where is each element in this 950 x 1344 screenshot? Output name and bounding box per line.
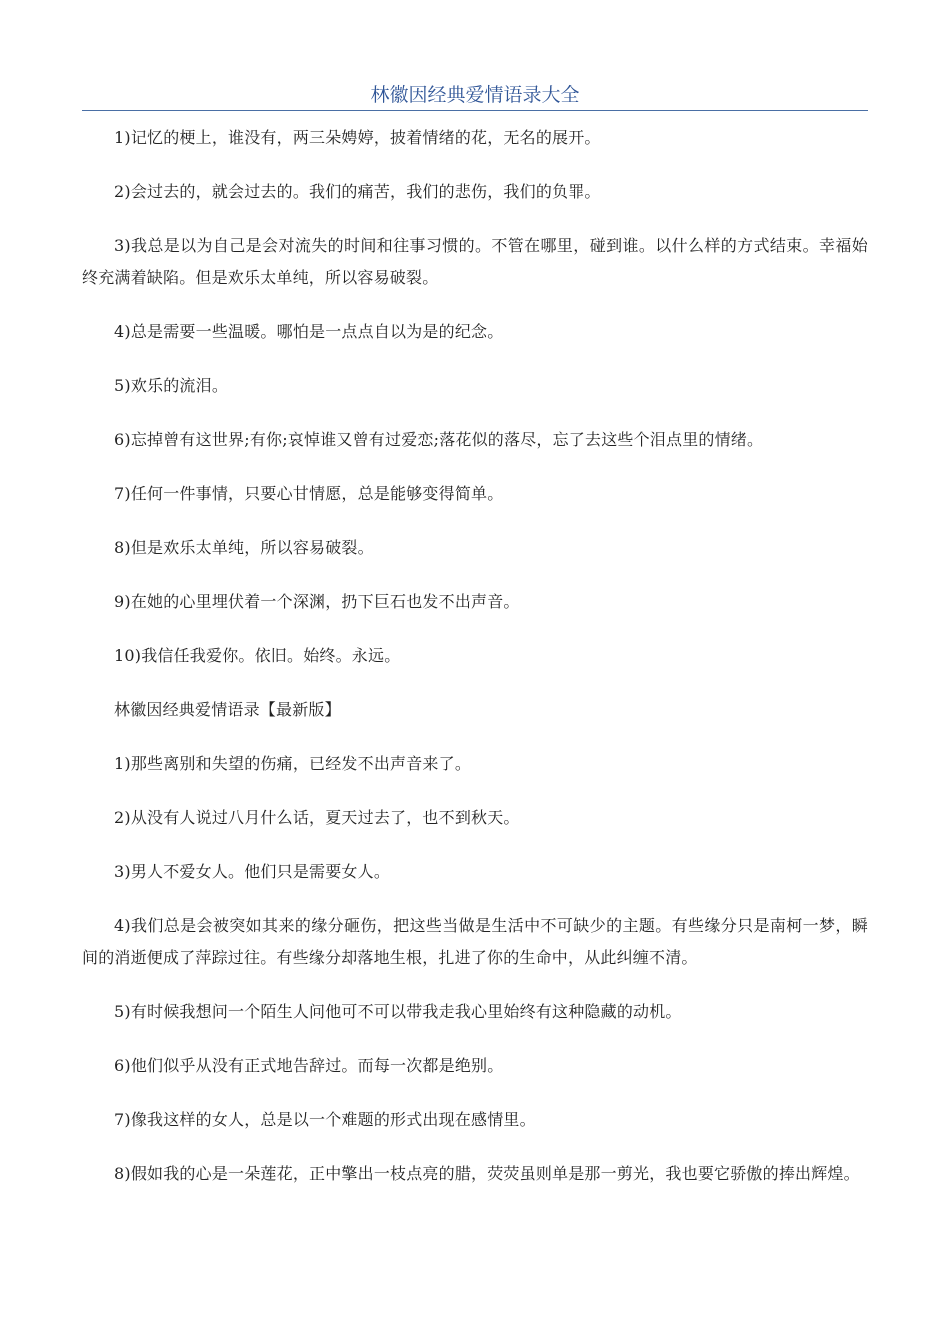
paragraph: 4)我们总是会被突如其来的缘分砸伤，把这些当做是生活中不可缺少的主题。有些缘分只是南柯一梦，瞬间的消逝便成了萍踪过往。有些缘分却落地生根，扎进了你的生命中，从此纠缠不清。 [82,916,868,967]
paragraph: 8)但是欢乐太单纯，所以容易破裂。 [114,538,374,557]
paragraph: 9)在她的心里埋伏着一个深渊，扔下巨石也发不出声音。 [114,592,520,611]
document-title: 林徽因经典爱情语录大全 [370,84,580,106]
paragraph: 10)我信任我爱你。依旧。始终。永远。 [114,646,401,665]
paragraph: 5)欢乐的流泪。 [114,376,229,395]
paragraph: 7)任何一件事情，只要心甘情愿，总是能够变得简单。 [114,484,504,503]
section-heading: 林徽因经典爱情语录【最新版】 [114,700,341,719]
paragraph: 1)那些离别和失望的伤痛，已经发不出声音来了。 [114,754,472,773]
paragraph: 6)忘掉曾有这世界;有你;哀悼谁又曾有过爱恋;落花似的落尽，忘了去这些个泪点里的情绪。 [114,430,764,449]
document-body [82,122,868,1212]
paragraph: 4)总是需要一些温暖。哪怕是一点点自以为是的纪念。 [114,322,504,341]
paragraph: 2)会过去的，就会过去的。我们的痛苦，我们的悲伤，我们的负罪。 [114,182,601,201]
paragraph: 3)我总是以为自己是会对流失的时间和往事习惯的。不管在哪里，碰到谁。以什么样的方式结束。幸福始终充满着缺陷。但是欢乐太单纯，所以容易破裂。 [82,236,868,287]
paragraph: 3)男人不爱女人。他们只是需要女人。 [114,862,391,881]
document-header [82,82,868,111]
paragraph: 8)假如我的心是一朵莲花，正中擎出一枝点亮的腊，荧荧虽则单是那一剪光，我也要它骄傲的捧出辉煌。 [114,1164,860,1183]
paragraph: 6)他们似乎从没有正式地告辞过。而每一次都是绝别。 [114,1056,504,1075]
paragraph: 5)有时候我想问一个陌生人问他可不可以带我走我心里始终有这种隐藏的动机。 [114,1002,682,1021]
paragraph: 1)记忆的梗上，谁没有，两三朵娉婷，披着情绪的花，无名的展开。 [114,128,601,147]
paragraph: 2)从没有人说过八月什么话，夏天过去了，也不到秋天。 [114,808,520,827]
paragraph: 7)像我这样的女人，总是以一个难题的形式出现在感情里。 [114,1110,536,1129]
